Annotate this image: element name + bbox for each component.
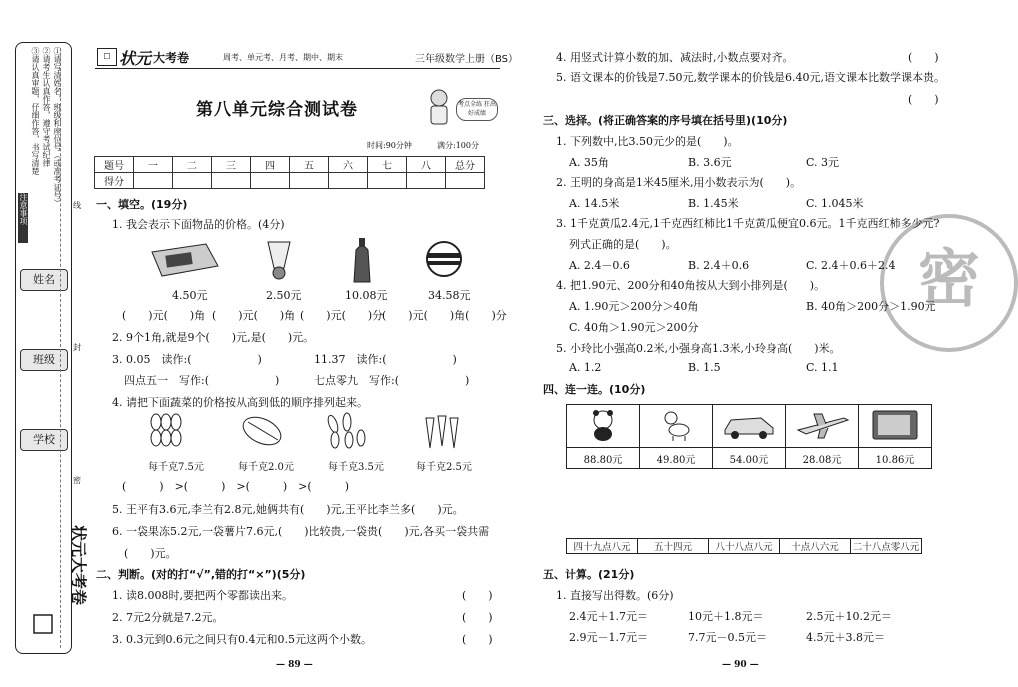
calc-title: 1. 直接写出得数。(6分) — [556, 589, 674, 602]
secret-seal: 密 — [880, 214, 1018, 352]
q1-blank-1[interactable]: ( )元( )角 — [122, 309, 206, 322]
notice-3: ③请认真审题，仔细作答，书写清楚 — [31, 47, 40, 175]
choice-3-a[interactable]: A. 2.4－0.6 — [569, 259, 630, 272]
q3-c: 四点五一 写作:( ) — [124, 374, 280, 387]
judge-4: 4. 用竖式计算小数的加、减法时,小数点要对齐。 — [556, 51, 794, 64]
q4-text: 4. 请把下面蔬菜的价格按从高到低的顺序排列起来。 — [112, 396, 368, 409]
item-price: 54.00元 — [713, 448, 786, 469]
equation-4[interactable]: 2.9元－1.7元＝ — [569, 631, 648, 644]
choice-5-b[interactable]: B. 1.5 — [688, 361, 721, 374]
pencil-box-image — [148, 238, 220, 282]
score-input[interactable] — [251, 173, 290, 189]
choice-3-b[interactable]: B. 2.4＋0.6 — [688, 259, 750, 272]
veg-price-4: 每千克2.5元 — [416, 462, 472, 473]
price-4: 34.58元 — [428, 289, 471, 302]
car-image[interactable] — [713, 405, 786, 448]
q3-b: 11.37 读作:( ) — [314, 353, 457, 366]
score-cell: 六 — [329, 157, 368, 173]
veg-price-1: 每千克7.5元 — [148, 462, 204, 473]
judge-3-mark[interactable]: ( ) — [462, 633, 493, 646]
cut-label-line: 线 — [73, 201, 81, 210]
cabbage-image — [240, 412, 286, 450]
price-1: 4.50元 — [172, 289, 208, 302]
item-price: 10.86元 — [859, 448, 932, 469]
score-input[interactable] — [446, 173, 485, 189]
equation-2[interactable]: 10元＋1.8元＝ — [688, 610, 764, 623]
choice-4-b[interactable]: B. 40角＞200分＞1.90元 — [806, 300, 936, 313]
ball-icon — [425, 240, 463, 278]
shuttlecock-image — [262, 238, 296, 282]
price-3: 10.08元 — [345, 289, 388, 302]
choice-4-a[interactable]: A. 1.90元＞200分＞40角 — [569, 300, 699, 313]
q3-a: 3. 0.05 读作:( ) — [112, 353, 262, 366]
exam-types: 周考、单元考、月考、期中、期末 — [223, 53, 343, 62]
item-price: 49.80元 — [640, 448, 713, 469]
tv-image[interactable] — [859, 405, 932, 448]
mascot-image — [425, 88, 453, 128]
cut-label-secret: 密 — [73, 476, 81, 485]
time-limit: 时间:90分钟 — [367, 141, 412, 150]
choice-1-b[interactable]: B. 3.6元 — [688, 156, 732, 169]
notice-1: ①请写清姓名、班级和座位号（或准考证号） — [53, 47, 62, 207]
bottle-image — [350, 236, 374, 284]
connect-words-table — [566, 538, 922, 554]
q1-blank-4[interactable]: ( )元( )角( )分 — [382, 309, 507, 322]
q6-text: 6. 一袋果冻5.2元,一袋薯片7.6元,( )比较贵,一袋贵( )元,各买一袋共需 — [112, 525, 490, 538]
price-2: 2.50元 — [266, 289, 302, 302]
panda-icon — [586, 408, 620, 442]
score-cell: 二 — [173, 157, 212, 173]
brand-name-2: 大考卷 — [153, 51, 190, 65]
connect-images-row — [567, 405, 932, 448]
word-price[interactable]: 十点八六元 — [780, 539, 851, 554]
choice-4-c[interactable]: C. 40角＞1.90元＞200分 — [569, 321, 699, 334]
cut-label-seal: 封 — [73, 343, 81, 352]
judge-5-mark[interactable]: ( ) — [908, 93, 939, 106]
bottle-icon — [350, 236, 374, 284]
page-number-right: — 90 — — [722, 660, 759, 670]
word-price[interactable]: 五十四元 — [638, 539, 709, 554]
airplane-icon — [794, 410, 850, 440]
dog-icon — [659, 408, 693, 442]
score-input[interactable] — [329, 173, 368, 189]
score-cell: 三 — [212, 157, 251, 173]
choice-1: 1. 下列数中,比3.50元少的是( )。 — [556, 135, 739, 148]
section-4-title: 四、连一连。(10分) — [543, 383, 646, 396]
equation-1[interactable]: 2.4元＋1.7元＝ — [569, 610, 648, 623]
score-input[interactable] — [173, 173, 212, 189]
pumpkin-icon — [148, 412, 184, 448]
q1-blank-2[interactable]: ( )元( )角 — [212, 309, 296, 322]
brand-name: 状元 — [119, 49, 152, 68]
score-cell: 一 — [134, 157, 173, 173]
choice-4: 4. 把1.90元、200分和40角按从大到小排列是( )。 — [556, 279, 826, 292]
grade-label: 三年级数学上册（BS） — [415, 54, 519, 65]
choice-3-c[interactable]: C. 2.4＋0.6＋2.4 — [806, 259, 896, 272]
choice-2-a[interactable]: A. 14.5米 — [569, 197, 620, 210]
judge-3: 3. 0.3元到0.6元之间只有0.4元和0.5元这两个小数。 — [112, 633, 372, 646]
score-input[interactable] — [407, 173, 446, 189]
eggplant-image — [325, 410, 369, 450]
judge-2-mark[interactable]: ( ) — [462, 611, 493, 624]
carrot-image — [420, 410, 462, 452]
score-cell: 七 — [368, 157, 407, 173]
name-field[interactable]: 姓名 — [20, 269, 68, 291]
score-cell: 题号 — [95, 157, 134, 173]
score-cell: 得分 — [95, 173, 134, 189]
class-field[interactable]: 班级 — [20, 349, 68, 371]
score-cell: 八 — [407, 157, 446, 173]
choice-1-c[interactable]: C. 3元 — [806, 156, 840, 169]
pencil-box-icon — [148, 238, 220, 282]
q3-d: 七点零九 写作:( ) — [314, 374, 470, 387]
binding-strip — [15, 42, 88, 654]
score-table — [94, 156, 485, 189]
word-price[interactable]: 二十八点零八元 — [851, 539, 922, 554]
notice-text-2 — [41, 47, 51, 237]
score-input[interactable] — [290, 173, 329, 189]
equation-6[interactable]: 4.5元＋3.8元＝ — [806, 631, 885, 644]
section-3-title: 三、选择。(将正确答案的序号填在括号里)(10分) — [543, 114, 788, 127]
cut-line — [60, 48, 61, 648]
choice-2-c[interactable]: C. 1.045米 — [806, 197, 864, 210]
car-icon — [721, 410, 777, 440]
choice-5-c[interactable]: C. 1.1 — [806, 361, 839, 374]
school-field[interactable]: 学校 — [20, 429, 68, 451]
cabbage-icon — [240, 412, 286, 450]
q1-text: 1. 我会表示下面物品的价格。(4分) — [112, 218, 285, 231]
pumpkin-image — [148, 412, 184, 448]
score-input[interactable] — [134, 173, 173, 189]
choice-2-b[interactable]: B. 1.45米 — [688, 197, 739, 210]
carrot-icon — [420, 410, 462, 452]
q6-text-cont: ( )元。 — [124, 547, 177, 560]
page-header — [95, 46, 519, 69]
word-price[interactable]: 八十八点八元 — [709, 539, 780, 554]
score-input[interactable] — [368, 173, 407, 189]
score-row-values — [95, 173, 485, 189]
score-cell: 四 — [251, 157, 290, 173]
equation-3[interactable]: 2.5元＋10.2元＝ — [806, 610, 892, 623]
airplane-image[interactable] — [786, 405, 859, 448]
q2-text: 2. 9个1角,就是9个( )元,是( )元。 — [112, 331, 315, 344]
choice-5: 5. 小玲比小强高0.2米,小强身高1.3米,小玲身高( )米。 — [556, 342, 841, 355]
score-row-header — [95, 157, 485, 173]
judge-4-mark[interactable]: ( ) — [908, 51, 939, 64]
notice-title: 注意事项 — [18, 193, 28, 243]
tv-icon — [870, 408, 920, 442]
dog-image[interactable] — [640, 405, 713, 448]
panda-image[interactable] — [567, 405, 640, 448]
full-score: 满分:100分 — [437, 141, 479, 150]
choice-2: 2. 王明的身高是1米45厘米,用小数表示为( )。 — [556, 176, 802, 189]
svg-text:状元大考卷: 状元大考卷 — [69, 524, 88, 606]
shuttlecock-icon — [262, 238, 296, 282]
item-price: 88.80元 — [567, 448, 640, 469]
connect-prices-row — [567, 448, 932, 469]
veg-price-2: 每千克2.0元 — [238, 462, 294, 473]
q4-order-blanks[interactable]: ( ) >( ) >( ) >( ) — [122, 480, 349, 493]
equation-5[interactable]: 7.7元－0.5元＝ — [688, 631, 767, 644]
eggplant-icon — [325, 410, 369, 450]
notice-2: ②请考生认真作答，遵守考试纪律 — [42, 47, 51, 167]
section-1-title: 一、填空。(19分) — [96, 198, 188, 211]
page-number-left: — 89 — — [276, 660, 313, 670]
item-price: 28.08元 — [786, 448, 859, 469]
choice-3: 3. 1千克黄瓜2.4元,1千克西红柿比1千克黄瓜便宜0.6元。1千克西红柿多少元? — [556, 217, 940, 230]
q5-text: 5. 王平有3.6元,李兰有2.8元,她俩共有( )元,王平比李兰多( )元。 — [112, 503, 464, 516]
score-cell: 总分 — [446, 157, 485, 173]
score-cell: 五 — [290, 157, 329, 173]
judge-5: 5. 语文课本的价钱是7.50元,数学课本的价钱是6.40元,语文课本比数学课本贵。 — [556, 71, 945, 84]
notice-text-3 — [30, 47, 40, 237]
judge-2: 2. 7元2分就是7.2元。 — [112, 611, 224, 624]
section-5-title: 五、计算。(21分) — [543, 568, 635, 581]
mascot-icon — [425, 88, 453, 128]
choice-1-a[interactable]: A. 35角 — [569, 156, 609, 169]
logo-icon: ☐ — [97, 48, 117, 66]
judge-1: 1. 读8.008时,要把两个零都读出来。 — [112, 589, 293, 602]
connect-words-row — [567, 539, 922, 554]
choice-5-a[interactable]: A. 1.2 — [569, 361, 602, 374]
judge-1-mark[interactable]: ( ) — [462, 589, 493, 602]
badge: 考点全练 狂出好成绩 — [456, 98, 498, 121]
q1-blank-3[interactable]: ( )元( )分 — [300, 309, 384, 322]
page-title: 第八单元综合测试卷 — [196, 100, 358, 120]
choice-3-cont: 列式正确的是( )。 — [569, 238, 677, 251]
veg-price-3: 每千克3.5元 — [328, 462, 384, 473]
section-2-title: 二、判断。(对的打“√”,错的打“×”)(5分) — [96, 568, 306, 581]
score-input[interactable] — [212, 173, 251, 189]
ball-image — [425, 240, 463, 278]
connect-items-table — [566, 404, 932, 469]
word-price[interactable]: 四十九点八元 — [567, 539, 638, 554]
